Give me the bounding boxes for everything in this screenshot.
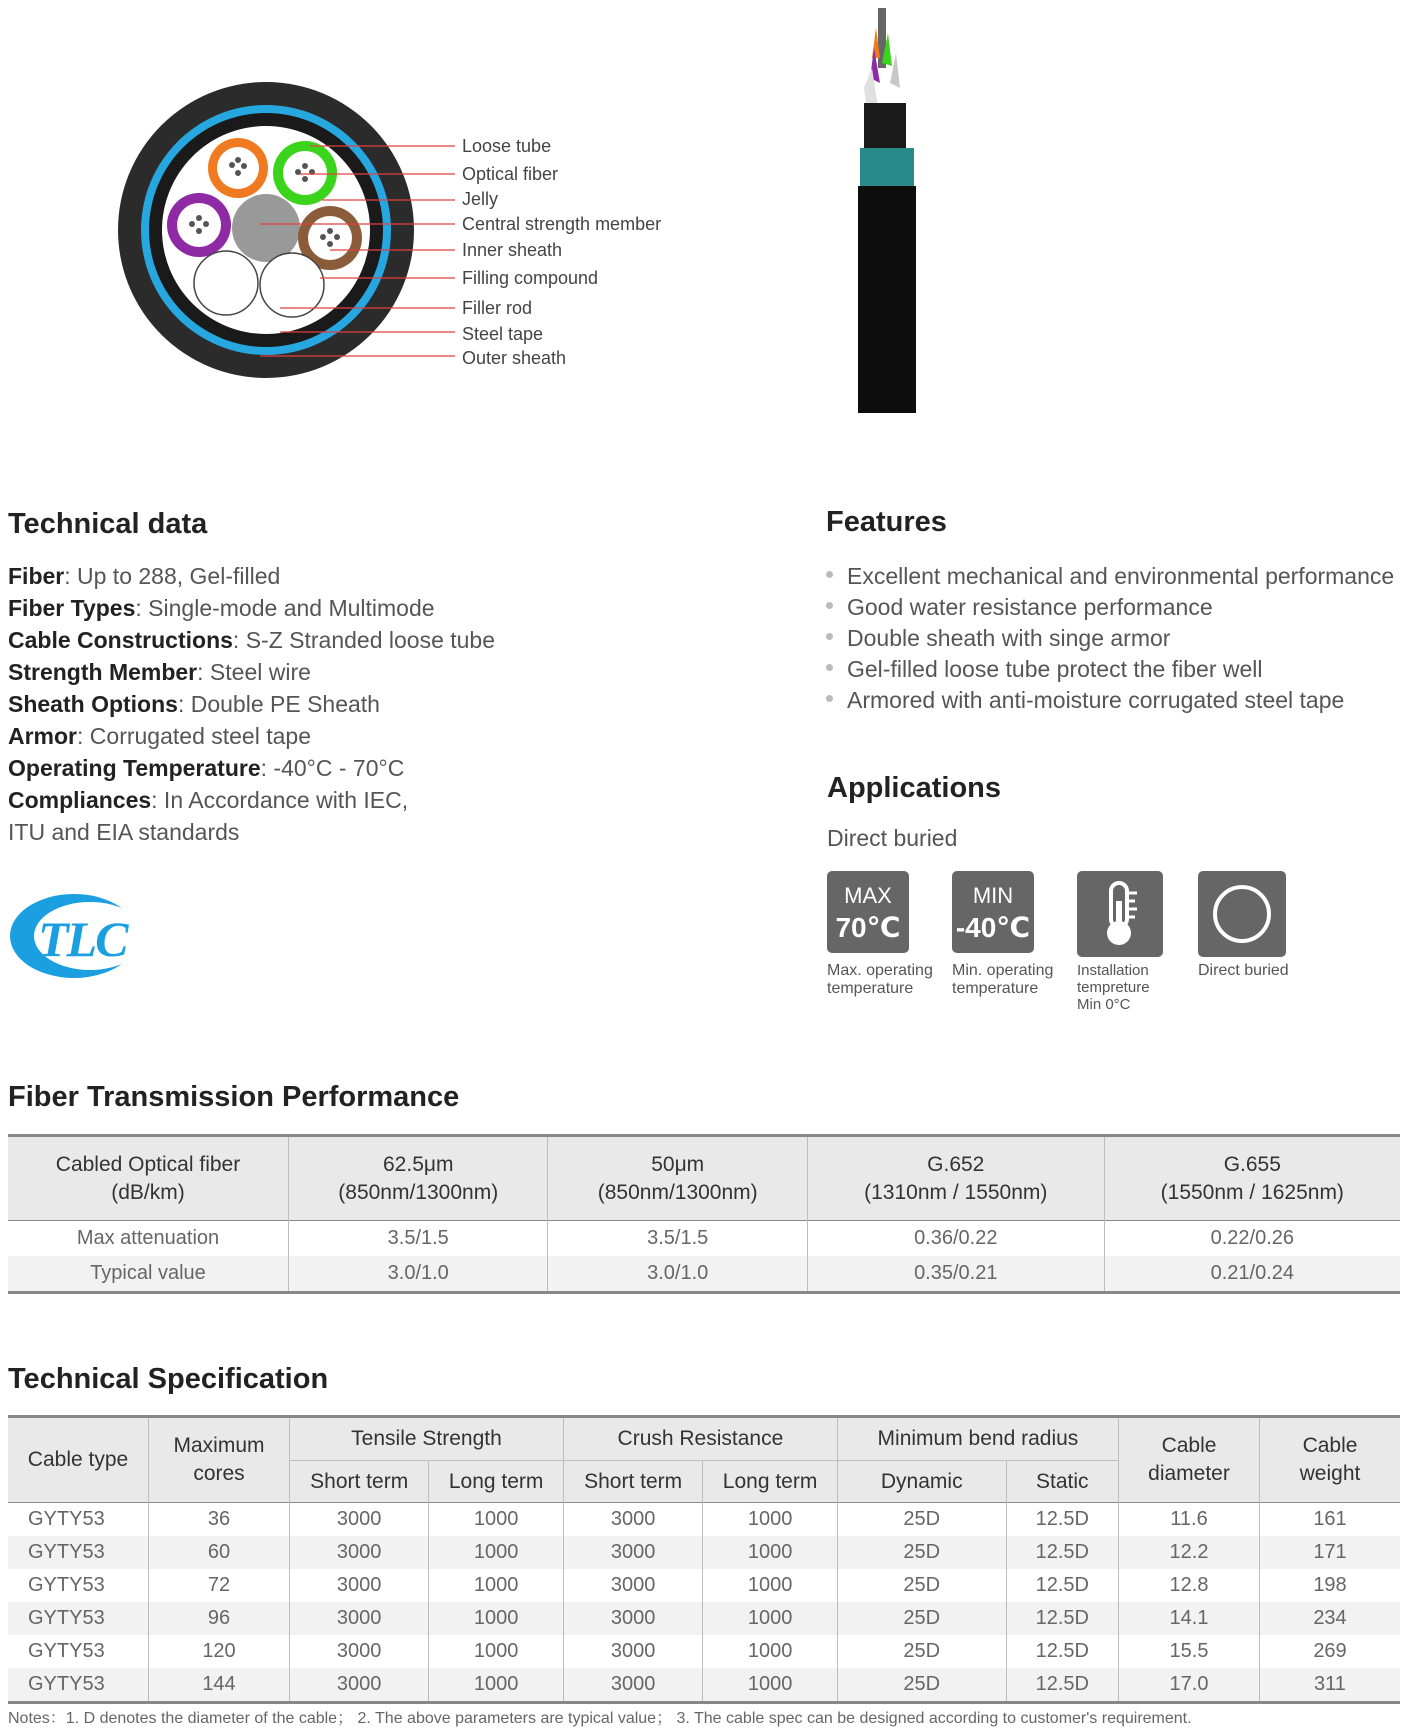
table-cell: 12.5D (1006, 1569, 1118, 1602)
table-cell: 1000 (429, 1569, 564, 1602)
max-temp-caption: Max. operating temperature (827, 962, 933, 997)
table-cell: 12.5D (1006, 1536, 1118, 1569)
table-row: Typical value 3.0/1.0 3.0/1.0 0.35/0.21 0.21/0.24 (8, 1256, 1400, 1293)
installation-temp-caption: Installation tempreture Min 0°C (1077, 962, 1150, 1013)
feature-item: Good water resistance performance (826, 594, 1213, 621)
table-cell: 1000 (703, 1635, 838, 1668)
table-cell: 311 (1260, 1668, 1401, 1703)
perf-header: 50μm (850nm/1300nm) (548, 1136, 807, 1221)
table-cell: 3000 (563, 1503, 702, 1537)
table-cell: 3000 (563, 1602, 702, 1635)
table-row (8, 1635, 1400, 1668)
td-line-cable-constructions: Cable Constructions: S-Z Stranded loose tube (8, 627, 496, 653)
feature-item: Excellent mechanical and environmental performance (826, 563, 1394, 590)
table-cell: 60 (149, 1536, 290, 1569)
table-cell: 25D (837, 1635, 1006, 1668)
label-jelly: Jelly (462, 189, 499, 209)
bullet-icon (826, 633, 833, 640)
table-cell: 12.8 (1119, 1569, 1260, 1602)
table-cell: 269 (1260, 1635, 1401, 1668)
spec-header-crush-short: Short term (563, 1461, 702, 1503)
table-cell: 1000 (429, 1635, 564, 1668)
table-cell: GYTY53 (28, 1574, 105, 1596)
label-filler-rod: Filler rod (462, 298, 533, 318)
bullet-icon (826, 664, 833, 671)
table-row (8, 1536, 1400, 1569)
feature-item: Gel-filled loose tube protect the fiber well (826, 656, 1263, 683)
table-cell: 25D (837, 1569, 1006, 1602)
table-cell: 12.5D (1006, 1503, 1118, 1537)
table-cell: 3000 (563, 1668, 702, 1703)
notes-text: Notes：1. D denotes the diameter of the cable； 2. The above parameters are typical value； 3. The cable spec can be designed according to customer's requirement. (8, 1710, 1192, 1727)
table-cell: 144 (149, 1668, 290, 1703)
td-line-compliances-cont: ITU and EIA standards (8, 819, 240, 845)
td-line-strength-member: Strength Member: Steel wire (8, 659, 311, 685)
table-row: Max attenuation 3.5/1.5 3.5/1.5 0.36/0.22 0.22/0.26 (8, 1221, 1400, 1257)
table-row (8, 1569, 1400, 1602)
table-cell: 1000 (703, 1668, 838, 1703)
feature-item: Armored with anti-moisture corrugated steel tape (826, 687, 1344, 714)
table-cell: 3000 (563, 1635, 702, 1668)
table-cell: 12.5D (1006, 1602, 1118, 1635)
performance-table (8, 1134, 1400, 1294)
logo-text: TLC (38, 911, 127, 967)
spec-header-tensile: Tensile Strength (290, 1417, 564, 1461)
table-cell: 3000 (563, 1536, 702, 1569)
spec-header-tensile-short: Short term (290, 1461, 429, 1503)
table-cell: 120 (149, 1635, 290, 1668)
diagram-leader-lines (150, 130, 460, 370)
table-cell: GYTY53 (8, 1536, 149, 1569)
bullet-icon (826, 695, 833, 702)
min-temp-icon: MIN -40℃ (952, 871, 1034, 953)
spec-header-cable-type: Cable type (8, 1417, 149, 1503)
table-cell: 198 (1260, 1569, 1401, 1602)
label-outer-sheath: Outer sheath (462, 348, 567, 368)
direct-buried-caption: Direct buried (1198, 962, 1289, 979)
label-inner-sheath: Inner sheath (462, 240, 563, 260)
table-cell: 12.2 (1119, 1536, 1260, 1569)
label-filling-compound: Filling compound (462, 268, 599, 288)
table-cell: 3000 (290, 1569, 429, 1602)
perf-header: G.652 (1310nm / 1550nm) (807, 1136, 1104, 1221)
perf-header: G.655 (1550nm / 1625nm) (1104, 1136, 1400, 1221)
table-cell: 1000 (703, 1536, 838, 1569)
table-cell: 96 (149, 1602, 290, 1635)
td-line-operating-temperature: Operating Temperature: -40°C - 70°C (8, 755, 405, 781)
spec-header-weight: Cable weight (1260, 1417, 1401, 1503)
spec-header-bend: Minimum bend radius (837, 1417, 1118, 1461)
table-cell: 3000 (290, 1536, 429, 1569)
spec-header-max-cores: Maximum cores (149, 1417, 290, 1503)
table-row (8, 1668, 1400, 1703)
table-cell: 14.1 (1119, 1602, 1260, 1635)
td-line-compliances: Compliances: In Accordance with IEC, (8, 787, 409, 813)
table-cell: 11.6 (1119, 1503, 1260, 1537)
bullet-icon (826, 602, 833, 609)
label-central-strength-member: Central strength member (462, 214, 662, 234)
bullet-icon (826, 571, 833, 578)
table-cell: 3000 (290, 1635, 429, 1668)
table-cell: 3000 (290, 1602, 429, 1635)
td-line-fiber-types: Fiber Types: Single-mode and Multimode (8, 595, 435, 621)
cable-side-view-image (850, 8, 930, 413)
min-temp-caption: Min. operating temperature (952, 962, 1054, 997)
table-cell: 1000 (703, 1569, 838, 1602)
td-line-armor: Armor: Corrugated steel tape (8, 723, 311, 749)
spec-header-diameter: Cable diameter (1119, 1417, 1260, 1503)
table-cell: 1000 (703, 1503, 838, 1537)
direct-buried-icon (1198, 871, 1286, 957)
label-optical-fiber: Optical fiber (462, 164, 559, 184)
tlc-logo (8, 892, 140, 980)
table-cell: GYTY53 (28, 1640, 105, 1662)
table-cell: 1000 (429, 1602, 564, 1635)
table-cell: 72 (149, 1569, 290, 1602)
performance-title: Fiber Transmission Performance (8, 1081, 460, 1113)
table-cell: 3000 (290, 1668, 429, 1703)
applications-title: Applications (827, 772, 1002, 804)
table-cell: 1000 (429, 1668, 564, 1703)
applications-subtitle: Direct buried (827, 825, 958, 851)
table-cell: 1000 (703, 1602, 838, 1635)
table-cell: 17.0 (1119, 1668, 1260, 1703)
table-cell: 3000 (290, 1503, 429, 1537)
td-line-fiber: Fiber: Up to 288, Gel-filled (8, 563, 281, 589)
table-cell: 171 (1260, 1536, 1401, 1569)
table-cell: 1000 (429, 1503, 564, 1537)
spec-header-crush: Crush Resistance (563, 1417, 837, 1461)
perf-header: 62.5μm (850nm/1300nm) (289, 1136, 548, 1221)
table-cell: 36 (149, 1503, 290, 1537)
spec-header-static: Static (1006, 1461, 1118, 1503)
label-steel-tape: Steel tape (462, 324, 544, 344)
spec-header-crush-long: Long term (703, 1461, 838, 1503)
table-cell: 25D (837, 1602, 1006, 1635)
table-cell: 1000 (429, 1536, 564, 1569)
table-cell: GYTY53 (8, 1668, 149, 1703)
perf-header: Cabled Optical fiber (dB/km) (8, 1136, 289, 1221)
technical-data-title: Technical data (8, 508, 208, 540)
table-row (8, 1602, 1400, 1635)
spec-header-dynamic: Dynamic (837, 1461, 1006, 1503)
table-row (8, 1503, 1400, 1537)
table-cell: 15.5 (1119, 1635, 1260, 1668)
table-cell: 12.5D (1006, 1668, 1118, 1703)
label-loose-tube: Loose tube (462, 136, 552, 156)
features-title: Features (826, 506, 947, 538)
table-cell: 234 (1260, 1602, 1401, 1635)
td-line-sheath-options: Sheath Options: Double PE Sheath (8, 691, 380, 717)
specification-title: Technical Specification (8, 1363, 329, 1395)
table-cell: 3000 (563, 1569, 702, 1602)
table-cell: GYTY53 (28, 1508, 105, 1530)
table-cell: 25D (837, 1536, 1006, 1569)
spec-header-tensile-long: Long term (429, 1461, 564, 1503)
thermometer-icon (1077, 871, 1163, 957)
table-cell: 161 (1260, 1503, 1401, 1537)
table-cell: 25D (837, 1503, 1006, 1537)
specification-table (8, 1415, 1400, 1704)
max-temp-icon: MAX 70℃ (827, 871, 909, 953)
feature-item: Double sheath with singe armor (826, 625, 1170, 652)
table-cell: 25D (837, 1668, 1006, 1703)
table-cell: 12.5D (1006, 1635, 1118, 1668)
table-cell: GYTY53 (8, 1602, 149, 1635)
